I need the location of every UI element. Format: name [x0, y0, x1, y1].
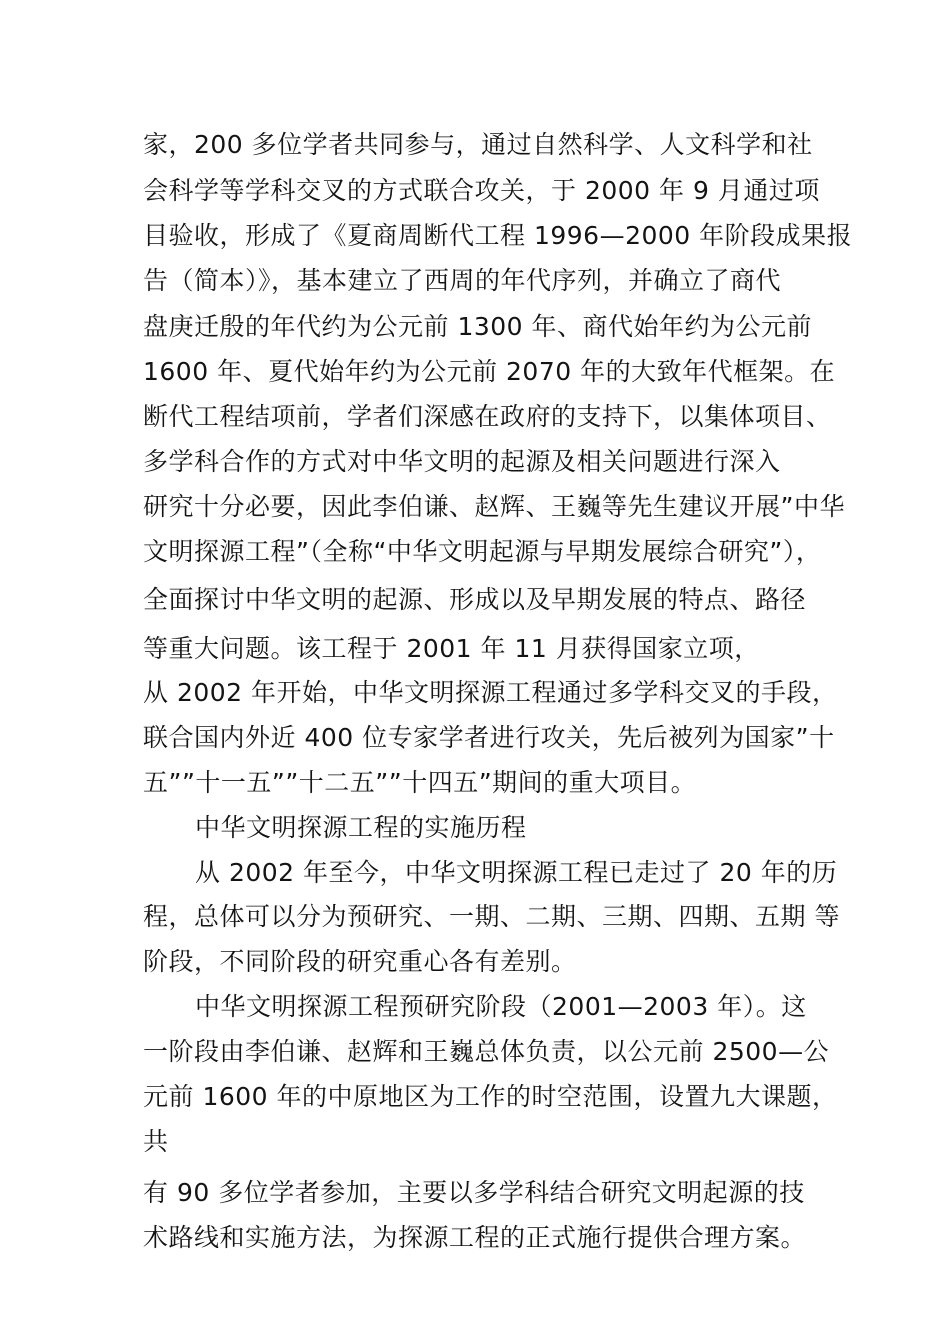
text-line: 一阶段由李伯谦、赵辉和王巍总体负责，以公元前 2500—公: [143, 1037, 830, 1066]
text-line: 全面探讨中华文明的起源、形成以及早期发展的特点、路径: [143, 585, 807, 614]
text-line: 会科学等学科交叉的方式联合攻关，于 2000 年 9 月通过项: [143, 176, 820, 205]
section-heading: 中华文明探源工程的实施历程: [195, 813, 527, 842]
text-line: 目验收，形成了《夏商周断代工程 1996—2000 年阶段成果报: [143, 221, 853, 250]
text-line: 1600 年、夏代始年约为公元前 2070 年的大致年代框架。在: [143, 357, 836, 386]
text-line: 断代工程结项前，学者们深感在政府的支持下，以集体项目、: [143, 402, 832, 431]
text-line: 元前 1600 年的中原地区为工作的时空范围，设置九大课题，: [143, 1082, 838, 1111]
text-line: 告（简本）》，基本建立了西周的年代序列，并确立了商代: [143, 266, 782, 295]
text-line: 阶段，不同阶段的研究重心各有差别。: [143, 947, 577, 976]
text-line: 文明探源工程”（全称“中华文明起源与早期发展综合研究”），: [143, 537, 822, 566]
text-line: 共: [143, 1127, 169, 1156]
text-line: 术路线和实施方法，为探源工程的正式施行提供合理方案。: [143, 1223, 807, 1252]
text-line: 从 2002 年至今，中华文明探源工程已走过了 20 年的历: [195, 858, 838, 887]
text-line: 从 2002 年开始，中华文明探源工程通过多学科交叉的手段，: [143, 678, 838, 707]
text-line: 程，总体可以分为预研究、一期、二期、三期、四期、五期 等: [143, 902, 840, 931]
text-line: 等重大问题。该工程于 2001 年 11 月获得国家立项，: [143, 634, 760, 663]
text-line: 五””十一五””十二五””十四五”期间的重大项目。: [143, 768, 697, 797]
text-line: 盘庚迁殷的年代约为公元前 1300 年、商代始年约为公元前: [143, 312, 813, 341]
text-line: 有 90 多位学者参加，主要以多学科结合研究文明起源的技: [143, 1178, 805, 1207]
text-line: 家，200 多位学者共同参与，通过自然科学、人文科学和社: [143, 130, 813, 159]
text-line: 中华文明探源工程预研究阶段（2001—2003 年）。这: [195, 992, 807, 1021]
text-line: 多学科合作的方式对中华文明的起源及相关问题进行深入: [143, 447, 781, 476]
text-line: 研究十分必要，因此李伯谦、赵辉、王巍等先生建议开展”中华: [143, 492, 845, 521]
text-line: 联合国内外近 400 位专家学者进行攻关，先后被列为国家”十: [143, 723, 835, 752]
